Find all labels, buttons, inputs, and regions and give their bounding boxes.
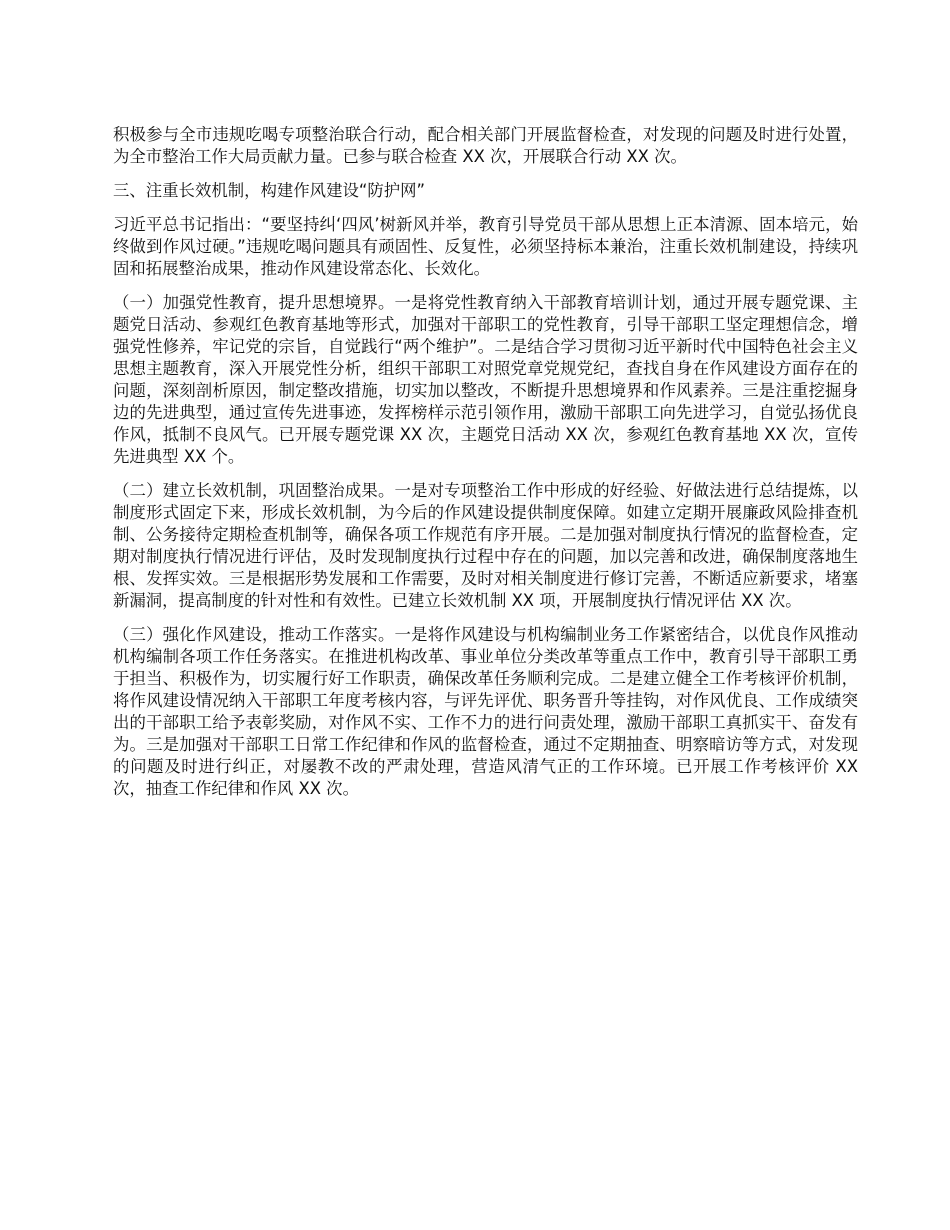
paragraph-party-education: （一）加强党性教育，提升思想境界。一是将党性教育纳入干部教育培训计划，通过开展专题党课、主题党日活动、参观红色教育基地等形式，加强对干部职工的党性教育，引导干部职工坚定理想信念，增强党性修养，牢记党的宗旨，自觉践行“两个维护”。二是结合学习贯彻习近平新时代中国特色社会主义思想主题教育，深入开展党性分析，组织干部职工对照党章党规党纪，查找自身在作风建设方面存在的问题，深刻剖析原因，制定整改措施，切实加以整改，不断提升思想境界和作风素养。三是注重挖掘身边的先进典型，通过宣传先进事迹，发挥榜样示范引领作用，激励干部职工向先进学习，自觉弘扬优良作风，抵制不良风气。已开展专题党课 XX 次，主题党日活动 XX 次，参观红色教育基地 XX 次，宣传先进典型 XX 个。 [113, 293, 858, 466]
paragraph-quote-intro: 习近平总书记指出：“要坚持纠‘四风’树新风并举，教育引导党员干部从思想上正本清源、固本培元，始终做到作风过硬。”违规吃喝问题具有顽固性、反复性，必须坚持标本兼治，注重长效机制建设，持续巩固和拓展整治成果，推动作风建设常态化、长效化。 [113, 215, 858, 278]
section-heading-3: 三、注重长效机制，构建作风建设“防护网” [113, 181, 426, 200]
paragraph-long-term-mechanism: （二）建立长效机制，巩固整治成果。一是对专项整治工作中形成的好经验、好做法进行总结提炼，以制度形式固定下来，形成长效机制，为今后的作风建设提供制度保障。如建立定期开展廉政风险排查机制、公务接待定期检查机制等，确保各项工作规范有序开展。二是加强对制度执行情况的监督检查，定期对制度执行情况进行评估，及时发现制度执行过程中存在的问题，加以完善和改进，确保制度落地生根、发挥实效。三是根据形势发展和工作需要，及时对相关制度进行修订完善，不断适应新要求，堵塞新漏洞，提高制度的针对性和有效性。已建立长效机制 XX 项，开展制度执行情况评估 XX 次。 [113, 481, 858, 610]
paragraph-work-style: （三）强化作风建设，推动工作落实。一是将作风建设与机构编制业务工作紧密结合，以优良作风推动机构编制各项工作任务落实。在推进机构改革、事业单位分类改革等重点工作中，教育引导干部职工勇于担当、积极作为，切实履行好工作职责，确保改革任务顺利完成。二是建立健全工作考核评价机制，将作风建设情况纳入干部职工年度考核内容，与评先评优、职务晋升等挂钩，对作风优良、工作成绩突出的干部职工给予表彰奖励，对作风不实、工作不力的进行问责处理，激励干部职工真抓实干、奋发有为。三是加强对干部职工日常工作纪律和作风的监督检查，通过不定期抽查、明察暗访等方式，对发现的问题及时进行纠正，对屡教不改的严肃处理，营造风清气正的工作环境。已开展工作考核评价 XX 次，抽查工作纪律和作风 XX 次。 [113, 625, 858, 798]
document-body [113, 124, 858, 812]
paragraph-joint-action: 积极参与全市违规吃喝专项整治联合行动，配合相关部门开展监督检查，对发现的问题及时进行处置，为全市整治工作大局贡献力量。已参与联合检查 XX 次，开展联合行动 XX 次。 [113, 125, 858, 166]
